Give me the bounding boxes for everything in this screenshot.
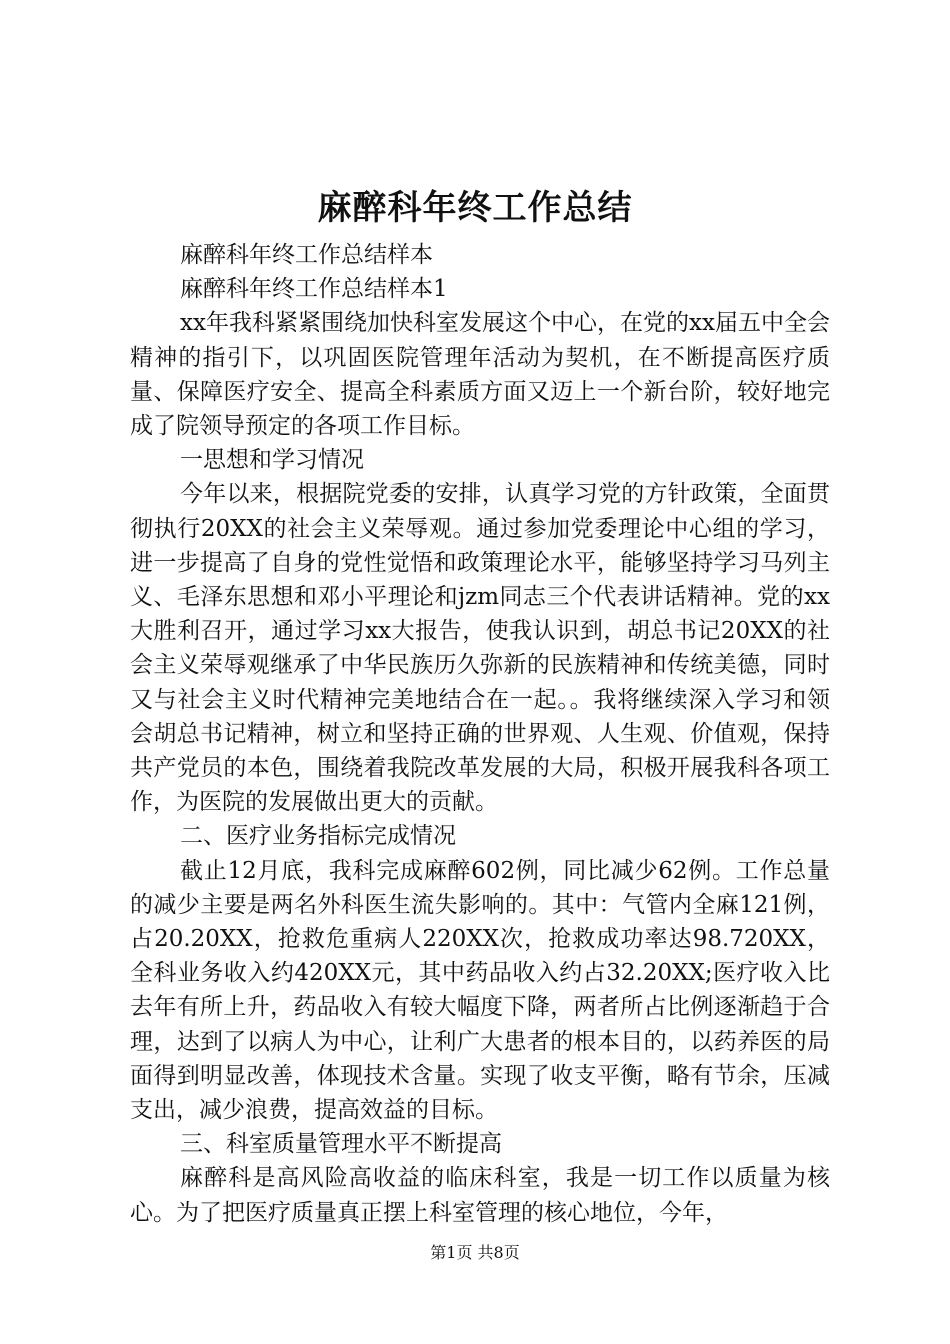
section-1-paragraph: 今年以来，根据院党委的安排，认真学习党的方针政策，全面贯彻执行20XX的社会主义荣辱观。通过参加党委理论中心组的学习，进一步提高了自身的党性觉悟和政策理论水平，能够坚持学习马列主义、毛泽东思想和邓小平理论和jzm同志三个代表讲话精神。党的xx大胜利召开，通过学习xx大报告，使我认识到，胡总书记20XX的社会主义荣辱观继承了中华民族历久弥新的民族精神和传统美德，同时又与社会主义时代精神完美地结合在一起。。我将继续深入学习和领会胡总书记精神，树立和坚持正确的世界观、人生观、价值观，保持共产党员的本色，围绕着我院改革发展的大局，积极开展我科各项工作，为医院的发展做出更大的贡献。 (130, 481, 830, 816)
section-2-paragraph: 截止12月底，我科完成麻醉602例，同比减少62例。工作总量的减少主要是两名外科医生流失影响的。其中：气管内全麻121例，占20.20XX，抢救危重病人220XX次，抢救成功率达98.720XX，全科业务收入约420XX元，其中药品收入约占32.20XX;医疗收入比去年有所上升，药品收入有较大幅度下降，两者所占比例逐渐趋于合理，达到了以病人为中心，让利广大患者的根本目的，以药养医的局面得到明显改善，体现技术含量。实现了收支平衡，略有节余，压减支出，减少浪费，提高效益的目标。 (130, 857, 830, 1124)
subtitle-sample-1: 麻醉科年终工作总结样本1 (180, 276, 448, 303)
document-title: 麻醉科年终工作总结 (317, 188, 633, 228)
section-heading-3: 三、科室质量管理水平不断提高 (180, 1131, 502, 1158)
section-heading-1: 一思想和学习情况 (180, 447, 364, 474)
section-3-paragraph: 麻醉科是高风险高收益的临床科室，我是一切工作以质量为核心。为了把医疗质量真正摆上科室管理的核心地位，今年， (130, 1165, 830, 1226)
document-body (130, 238, 830, 1230)
section-heading-2: 二、医疗业务指标完成情况 (180, 823, 456, 850)
subtitle-sample: 麻醉科年终工作总结样本 (180, 242, 433, 268)
intro-paragraph: xx年我科紧紧围绕加快科室发展这个中心，在党的xx届五中全会精神的指引下，以巩固医院管理年活动为契机，在不断提高医疗质量、保障医疗安全、提高全科素质方面又迈上一个新台阶，较好地完成了院领导预定的各项工作目标。 (130, 310, 830, 440)
page-footer: 第1页 共8页 (430, 1243, 520, 1262)
